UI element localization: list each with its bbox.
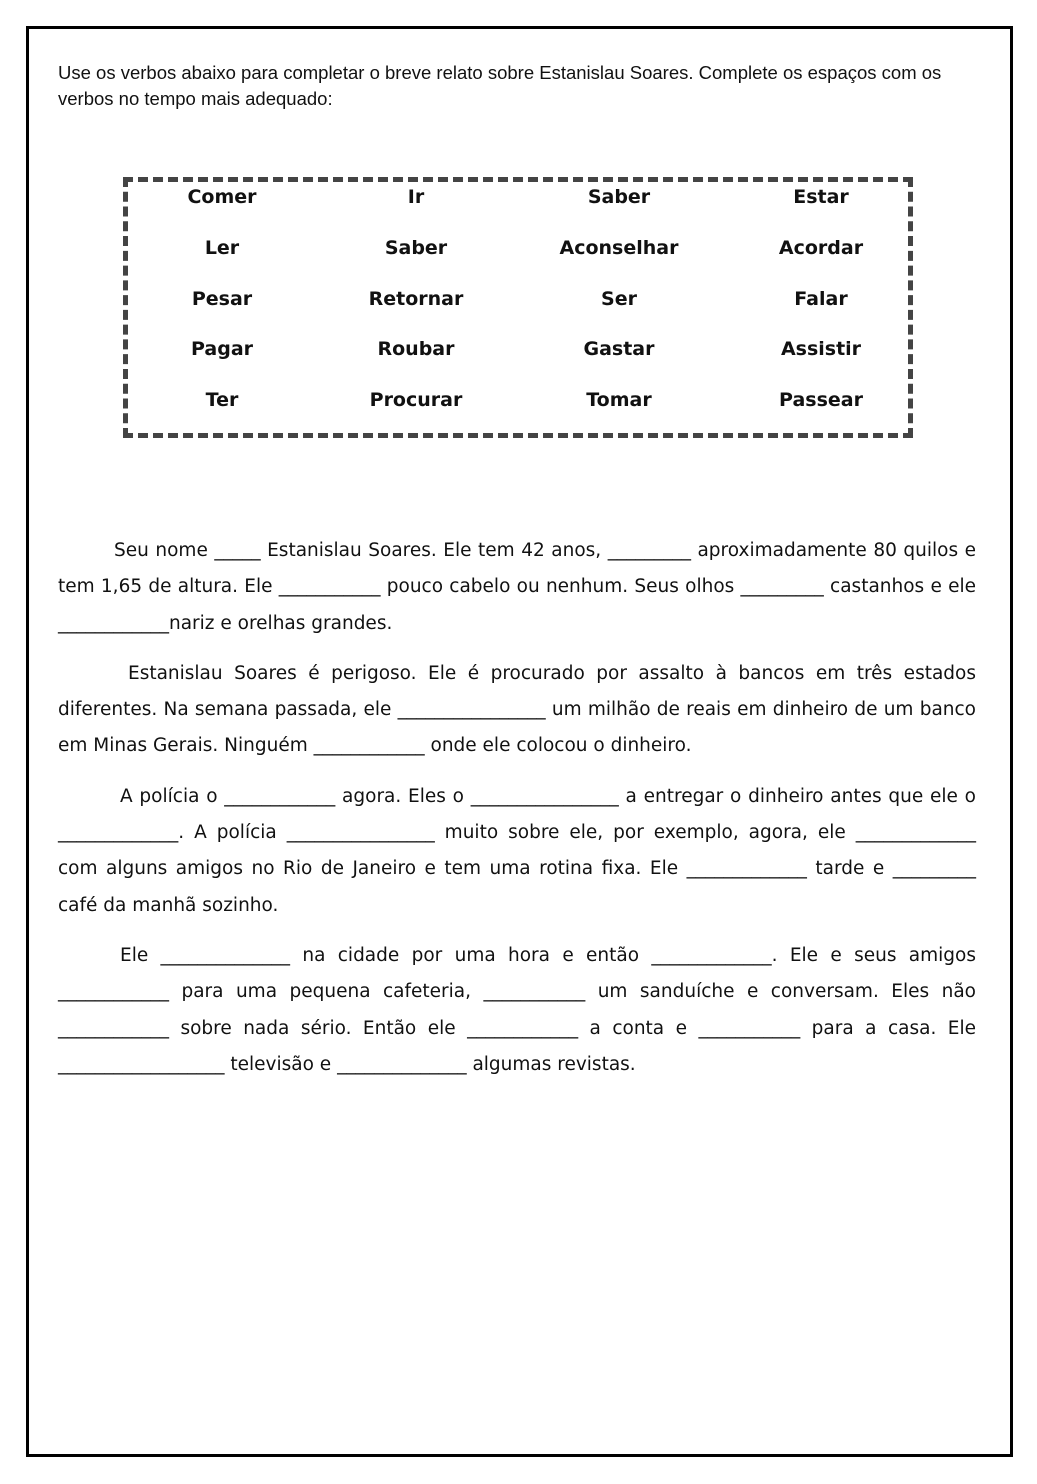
- story-text: [58, 533, 976, 1097]
- word-bank-item: Comer: [187, 186, 257, 208]
- word-bank-item: Gastar: [583, 338, 655, 360]
- word-bank-item: Saber: [587, 186, 651, 208]
- word-bank-item: Ler: [204, 237, 240, 259]
- instructions-text: Use os verbos abaixo para completar o breve relato sobre Estanislau Soares. Complete os espaços com os verbos no tempo mais adequado:: [58, 62, 942, 109]
- word-bank-box: [123, 177, 913, 438]
- word-bank-item: Falar: [794, 288, 848, 310]
- word-bank-item: Aconselhar: [559, 237, 679, 259]
- word-bank-grid: [128, 182, 908, 433]
- word-bank-item: Roubar: [377, 338, 455, 360]
- story-paragraph-1: Seu nome _____ Estanislau Soares. Ele tem 42 anos, _________ aproximadamente 80 quilos e tem 1,65 de altura. Ele ___________ pouco cabelo ou nenhum. Seus olhos _________ castanhos e ele ____________nariz e orelhas grandes.: [58, 540, 976, 634]
- word-bank-item: Pesar: [191, 288, 253, 310]
- story-paragraph-3: A polícia o ____________ agora. Eles o ________________ a entregar o dinheiro antes que ele o _____________. A polícia ________________ muito sobre ele, por exemplo, agora, ele _____________ com alguns amigos no Rio de Janeiro e tem uma rotina fixa. Ele _____________ tarde e _________ café da manhã sozinho.: [58, 785, 976, 916]
- word-bank-item: Passear: [779, 389, 863, 411]
- word-bank-item: Acordar: [778, 237, 864, 259]
- word-bank-item: Tomar: [586, 389, 652, 411]
- word-bank-item: Ser: [601, 288, 637, 310]
- word-bank-item: Pagar: [190, 338, 254, 360]
- word-bank-item: Retornar: [368, 288, 464, 310]
- word-bank-item: Estar: [793, 186, 849, 208]
- word-bank-item: Saber: [384, 237, 448, 259]
- story-paragraph-4: Ele ______________ na cidade por uma hora e então _____________. Ele e seus amigos ____________ para uma pequena cafeteria, ___________ um sanduíche e conversam. Eles não ____________ sobre nada sério. Então ele ____________ a conta e ___________ para a casa. Ele __________________ televisão e ______________ algumas revistas.: [58, 944, 976, 1075]
- word-bank-item: Ter: [205, 389, 239, 411]
- story-paragraph-2: Estanislau Soares é perigoso. Ele é procurado por assalto à bancos em três estados diferentes. Na semana passada, ele ________________ um milhão de reais em dinheiro de um banco em Minas Gerais. Ninguém ____________ onde ele colocou o dinheiro.: [58, 662, 976, 757]
- word-bank-item: Procurar: [369, 389, 463, 411]
- word-bank-item: Ir: [407, 186, 425, 208]
- word-bank-item: Assistir: [780, 338, 862, 360]
